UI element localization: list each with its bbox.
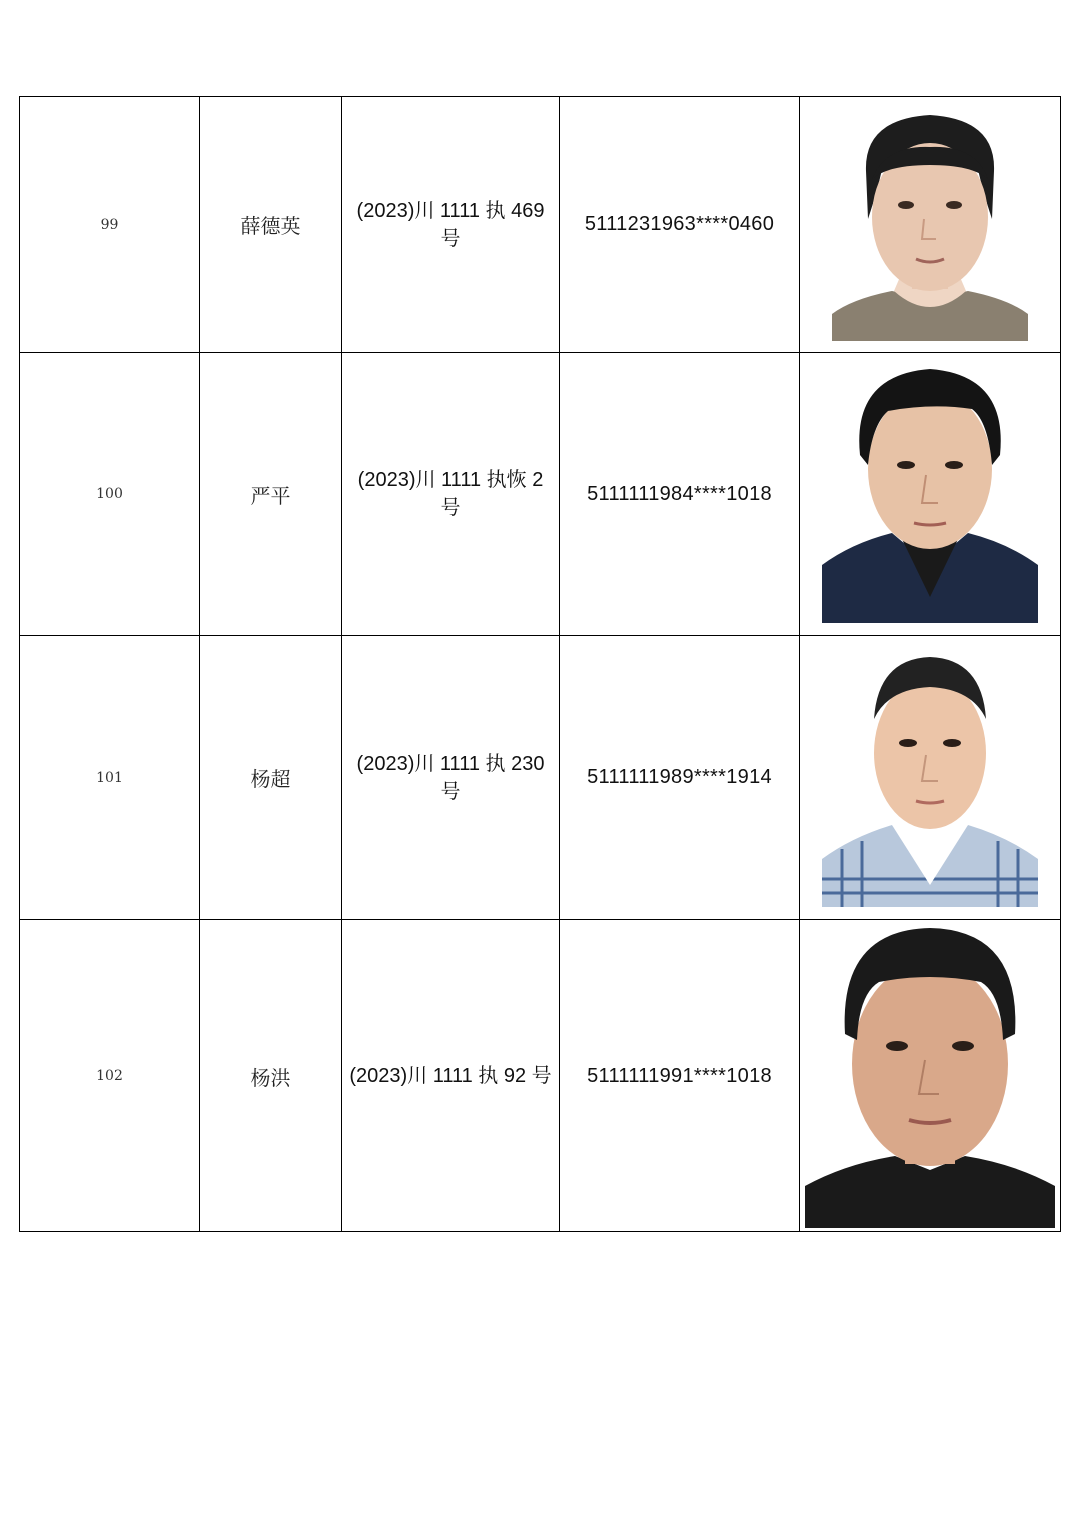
table-row (20, 636, 1060, 920)
table-row (20, 97, 1060, 353)
case-number: (2023)川 1111 执 469 号 (342, 97, 560, 352)
photo-cell (800, 353, 1060, 635)
id-number: 5111111984****1018 (560, 353, 800, 635)
enforcement-table (19, 96, 1061, 1232)
id-number: 5111111991****1018 (560, 920, 800, 1232)
row-number: 100 (20, 353, 200, 635)
photo-cell (800, 636, 1060, 919)
male-portrait-icon (822, 649, 1038, 907)
table-row (20, 353, 1060, 636)
male-portrait-icon (805, 924, 1055, 1228)
case-number: (2023)川 1111 执恢 2 号 (342, 353, 560, 635)
person-name: 杨洪 (200, 920, 342, 1232)
female-portrait-icon (832, 109, 1028, 341)
id-number: 5111231963****0460 (560, 97, 800, 352)
row-number: 99 (20, 97, 200, 352)
id-number: 5111111989****1914 (560, 636, 800, 919)
photo-cell (800, 97, 1060, 352)
photo-cell (800, 920, 1060, 1232)
case-number: (2023)川 1111 执 230 号 (342, 636, 560, 919)
row-number: 101 (20, 636, 200, 919)
case-number: (2023)川 1111 执 92 号 (342, 920, 560, 1232)
table-row (20, 920, 1060, 1232)
person-name: 薛德英 (200, 97, 342, 352)
row-number: 102 (20, 920, 200, 1232)
male-portrait-icon (822, 365, 1038, 623)
person-name: 严平 (200, 353, 342, 635)
person-name: 杨超 (200, 636, 342, 919)
